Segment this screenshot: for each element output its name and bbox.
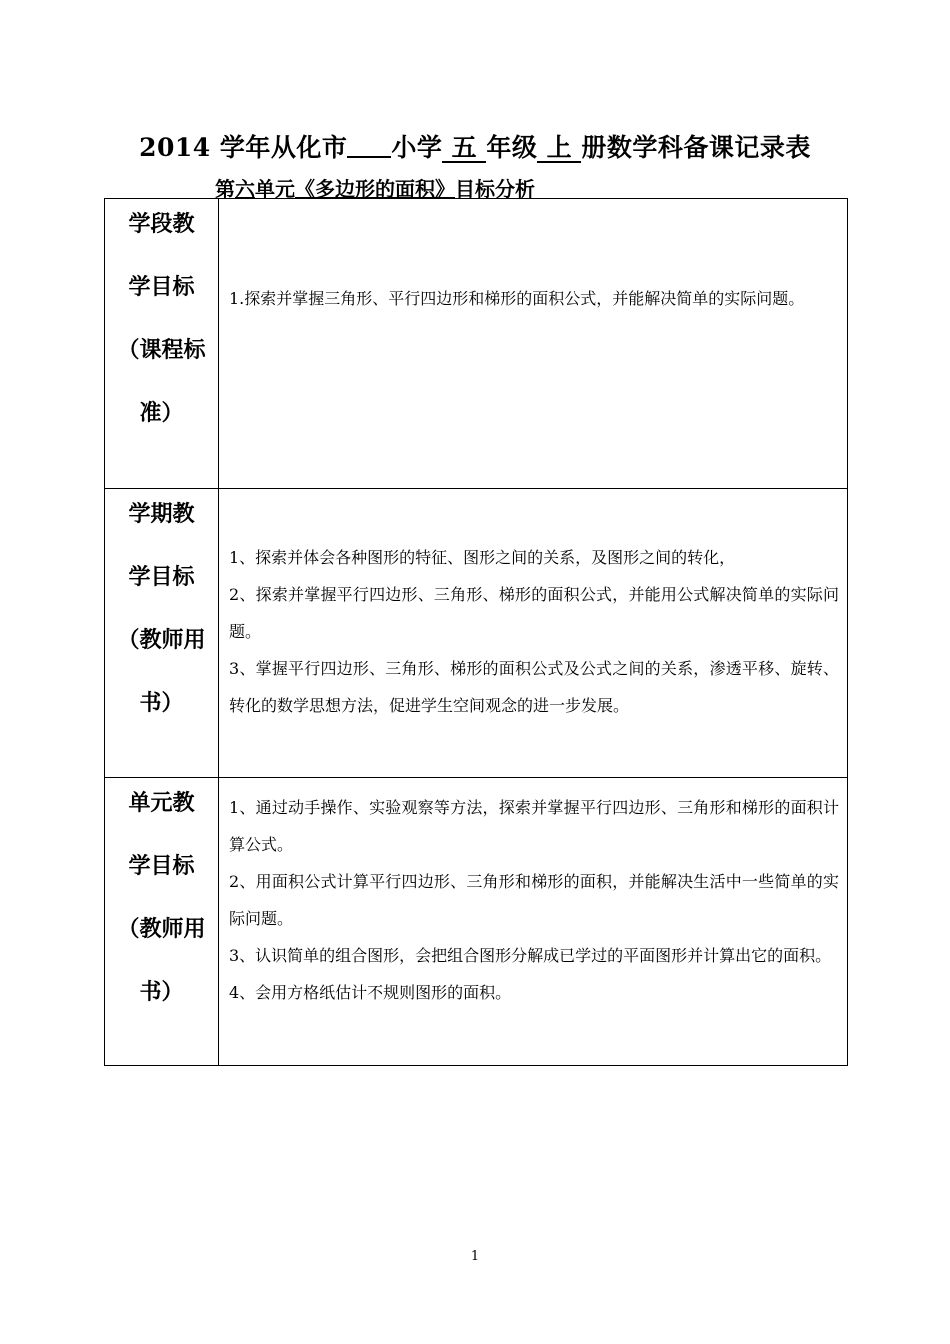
title-suffix: 册数学科备课记录表 [581,133,811,162]
row-label-line: 学期教 [128,502,195,527]
subtitle-prefix: 第 [215,177,235,201]
unit-number: 六 [235,177,255,201]
table-row [105,199,848,489]
goal-item: 4、会用方格纸估计不规则图形的面积。 [229,983,512,1002]
document-title [0,128,950,164]
row-label-line: 学目标 [128,275,195,300]
page-number: 1 [470,1249,480,1264]
subtitle-suffix: 目标分析 [455,177,535,201]
row-label-line: 学目标 [128,854,195,879]
row-content [219,199,848,489]
subtitle-unit-word: 单元 [255,177,295,201]
row-label-line: （课程标 [117,338,206,363]
row-label-line: 书） [139,980,184,1005]
term-blank [537,135,581,163]
goals-table [104,198,848,1066]
row-label-line: （教师用 [117,628,206,653]
row-label [105,778,219,1066]
unit-name: 《多边形的面积》 [295,177,455,201]
term-value: 上 [546,133,573,162]
row-content [219,489,848,778]
grade-blank [442,135,486,163]
title-grade-suffix: 年级 [486,133,538,162]
row-content [219,778,848,1066]
row-label [105,199,219,489]
title-prefix: 2014 学年从化市 [139,133,348,162]
row-label-line: 单元教 [128,791,195,816]
goal-item: 3、认识简单的组合图形，会把组合图形分解成已学过的平面图形并计算出它的面积。 [229,946,832,965]
goal-item: 2、用面积公式计算平行四边形、三角形和梯形的面积，并能解决生活中一些简单的实际问题。 [229,872,839,928]
table-row [105,778,848,1066]
row-label-line: 书） [139,691,184,716]
goal-item: 1、探索并体会各种图形的特征、图形之间的关系，及图形之间的转化， [229,548,736,567]
title-school-type: 小学 [391,133,443,162]
row-label-line: 学段教 [128,212,195,237]
grade-value: 五 [451,133,478,162]
row-label-line: （教师用 [117,917,206,942]
goal-item: 2、探索并掌握平行四边形、三角形、梯形的面积公式，并能用公式解决简单的实际问题。 [229,585,839,641]
goal-item: 1.探索并掌握三角形、平行四边形和梯形的面积公式，并能解决简单的实际问题。 [229,289,805,308]
row-label-line: 准） [139,401,184,426]
row-label-line: 学目标 [128,565,195,590]
row-label [105,489,219,778]
table-row [105,489,848,778]
school-name-blank [347,132,391,158]
goal-item: 1、通过动手操作、实验观察等方法，探索并掌握平行四边形、三角形和梯形的面积计算公式。 [229,798,839,854]
goal-item: 3、掌握平行四边形、三角形、梯形的面积公式及公式之间的关系，渗透平移、旋转、转化的数学思想方法，促进学生空间观念的进一步发展。 [229,659,839,715]
